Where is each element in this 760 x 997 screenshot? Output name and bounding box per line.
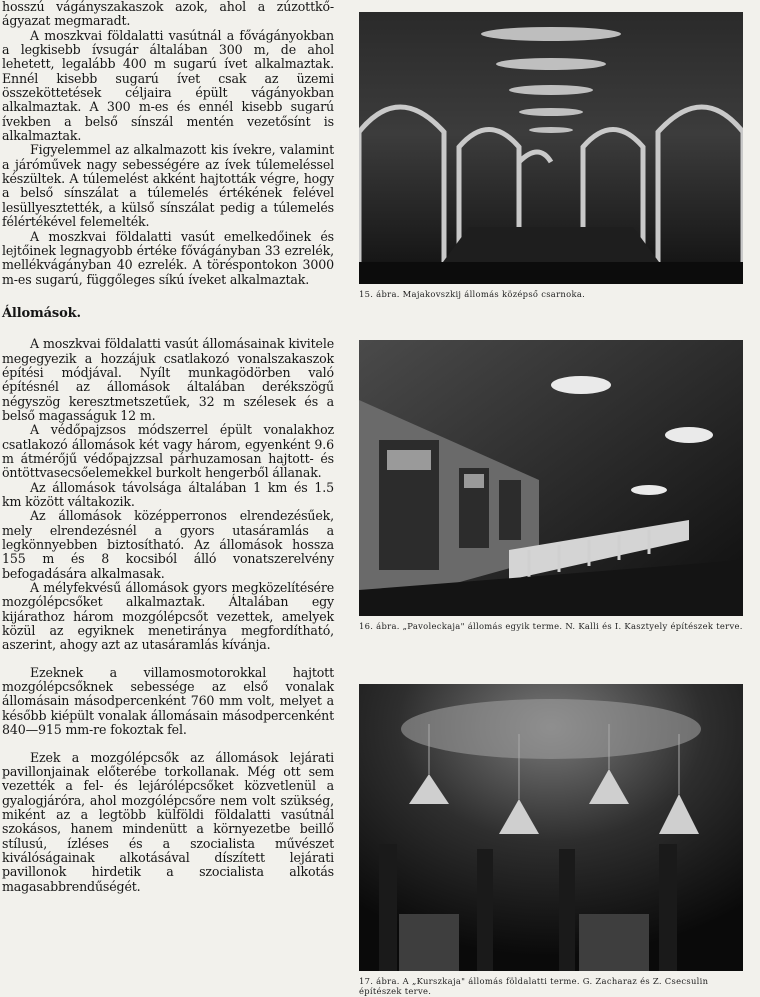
photo-kurskaya-hall [359, 684, 743, 971]
paragraph: Az állomások középperronos elrendezésűek, mely elrendezésnél a gyors utasáramlás a legkönnyebben biztosítható. Az állomások hossza 155 m és 8 kocsiból álló vonatszerelvény befogadására alkalmasak. [2, 508, 334, 581]
paragraph: hosszú vágányszakaszok azok, ahol a zúzottkő-ágyazat megmaradt. [2, 0, 334, 29]
figure-caption: 16. ábra. „Pavoleckaja" állomás egyik terme. N. Kalli és I. Kasztyely építészek terve. [359, 621, 743, 631]
section-heading: Állomások. [2, 305, 81, 321]
paragraph: A mélyfekvésű állomások gyors megközelítésére mozgólépcsőket alkalmaztak. Általában egy kijárathoz három mozgólépcsőt vezettek, amelyek közül az egyiknek menetiránya megfordítható, aszerint, ahogy azt az utasáramlás kívánja. [2, 580, 334, 653]
figure-caption: 15. ábra. Majakovszkij állomás középső csarnoka. [359, 289, 586, 299]
paragraph: A moszkvai földalatti vasút emelkedőinek és lejtőinek legnagyobb értéke fővágányban 33 ezrelék, mellékvágányban 40 ezrelék. A töréspontokon 3000 m-es sugarú, függőleges síkú íveket alkalmaztak. [2, 228, 334, 287]
figure-16 [359, 340, 743, 632]
paragraph: Ezeknek a villamosmotorokkal hajtott mozgólépcsőknek sebessége az első vonalak állomásain másodpercenként 760 mm volt, melyet a később kiépült vonalak állomásain másodpercenként 840—915 mm-re fokoztak fel. [2, 664, 334, 738]
paragraph: A moszkvai földalatti vasútnál a fővágányokban a legkisebb ívsugár általában 300 m, de ahol lehetett, legalább 400 m sugarú ívet alkalmaztak. Ennél kisebb sugarú ívet csak az üzemi összeköttetések céljaira épült vágányokban alkalmaztak. A 300 m-es és ennél kisebb sugarú ívekben a belső sínszál mentén vezetősínt is alkalmaztak. [2, 27, 334, 144]
paragraph: A védőpajzsos módszerrel épült vonalakhoz csatlakozó állomások két vagy három, egyenként 9.6 m átmérőjű védőpajzzsal párhuzamosan hajtott- és öntöttvasecsőelemekkel burkolt hengerből állanak. [2, 422, 334, 481]
text-column [2, 0, 334, 997]
paragraph: Az állomások távolsága általában 1 km és 1.5 km között váltakozik. [2, 479, 334, 509]
figure-caption: 17. ábra. A „Kurszkaja" állomás földalatti terme. G. Zacharaz és Z. Csecsulin építészek terve. [359, 976, 709, 996]
paragraph: Figyelemmel az alkalmazott kis ívekre, valamint a járóművek nagy sebességére az ívek túlemeléssel készültek. A túlemelést akként hajtották végre, hogy a belső sínszálat a túlemelés értékének felével lesüllyesztették, a külső sínszálat pedig a túlemelés félértékével felemelték. [2, 142, 334, 230]
paragraph: Ezek a mozgólépcsők az állomások lejárati pavillonjainak előterébe torkollanak. Még ott sem vezették a fel- és lejárólépcsőket közvetlenül a gyalogjáróra, ahol mozgólépcsőre nem volt szükség, miként az a legtöbb külföldi földalatti vasútnál szokásos, hanem mindenütt a környezetbe beillő stílusú, ízléses és a szocialista művészet kiválóságainak alkotásával díszített lejárati pavillonok hirdetik a szocialista alkotás magasabbrendűségét. [2, 749, 334, 894]
figure-17 [359, 684, 743, 996]
paragraph: A moszkvai földalatti vasút állomásainak kivitele megegyezik a hozzájuk csatlakozó vonalszakaszok építési módjával. Nyílt munkagödörben való építésnél az állomások általában derékszögű négyszög keresztmetszetűek, 32 m szélesek és a belső magasságuk 12 m. [2, 336, 334, 423]
photo-paveletskaya-hall [359, 340, 743, 616]
figure-15 [359, 12, 743, 300]
photo-mayakovskaya-hall [359, 12, 743, 284]
